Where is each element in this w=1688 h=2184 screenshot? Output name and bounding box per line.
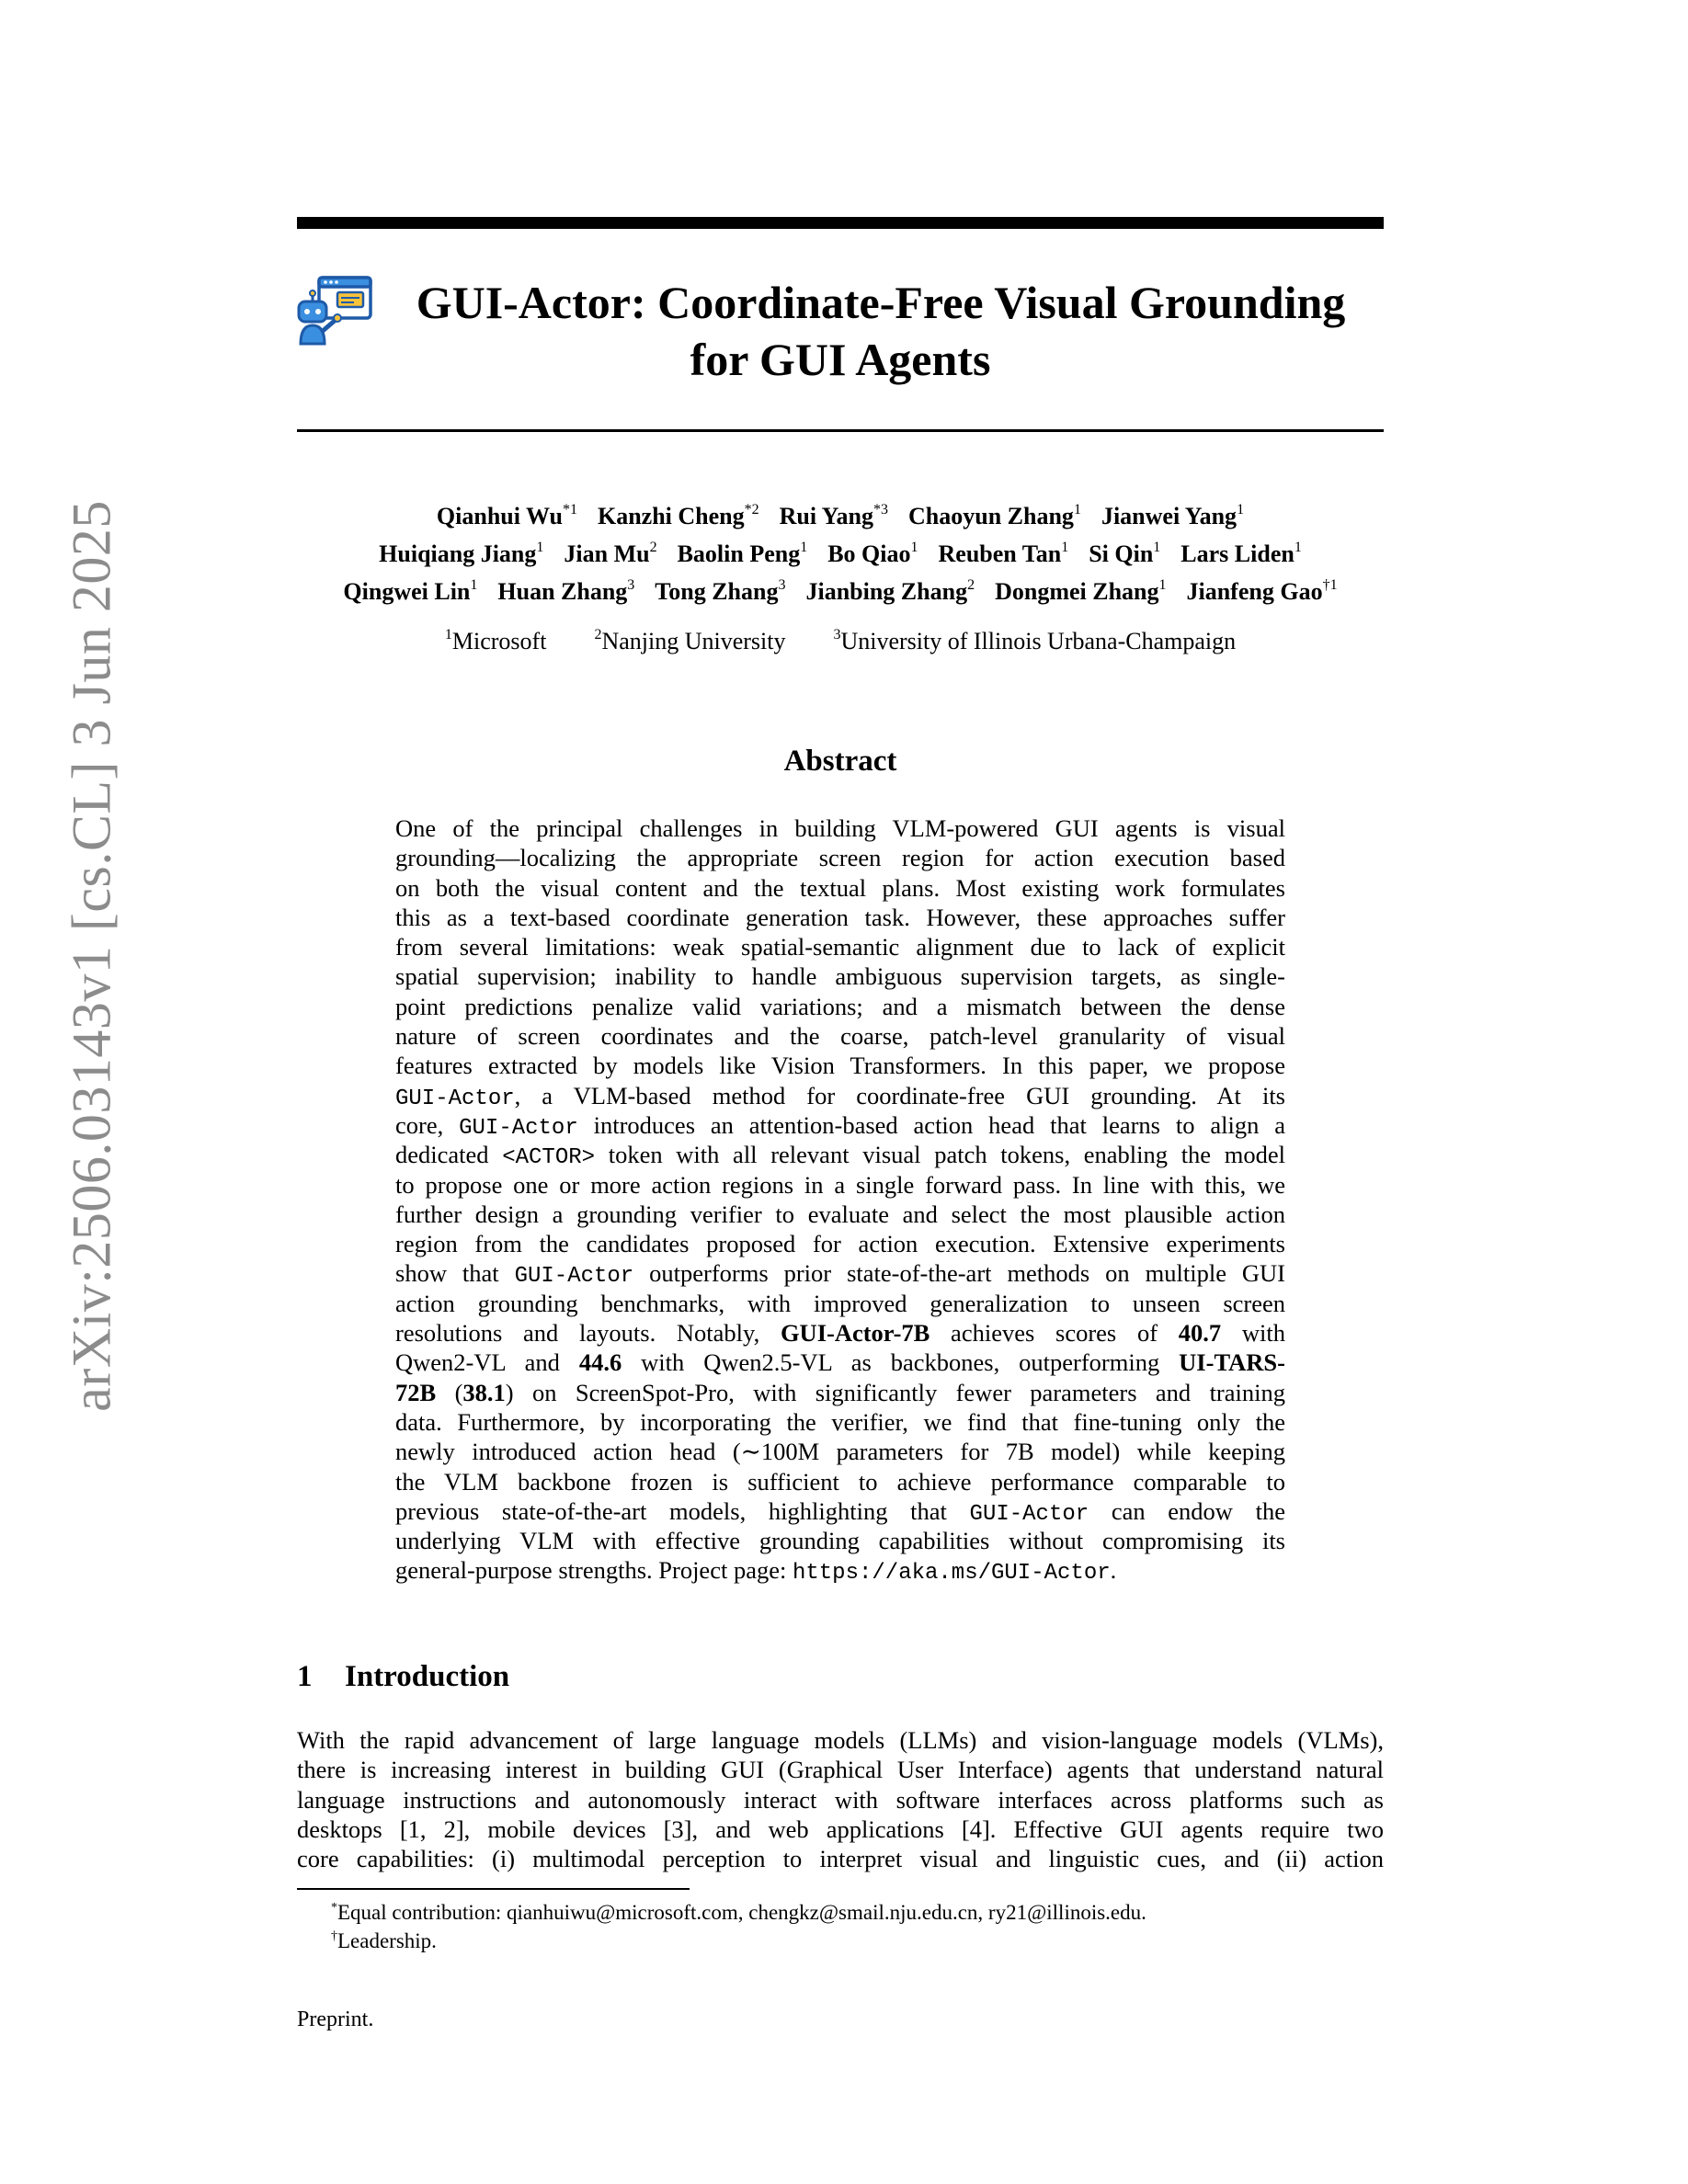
abstract-line <box>395 1110 1285 1140</box>
abstract-text: show that <box>395 1259 515 1288</box>
abstract-line <box>395 992 1285 1021</box>
abstract-text: ) on ScreenSpot-Pro, with significantly fewer parameters and training <box>505 1378 1285 1406</box>
affiliation-name: Microsoft <box>451 628 547 654</box>
author-affiliation-mark: *1 <box>563 502 577 518</box>
abstract-line <box>395 1555 1285 1585</box>
footnote-mark: † <box>331 1929 337 1943</box>
abstract-text: Qwen2-VL and <box>395 1348 579 1377</box>
author-name-text: Reuben Tan <box>938 540 1062 567</box>
author-name-text: Huiqiang Jiang <box>379 540 537 567</box>
abstract-text: , a VLM-based method for coordinate-free GUI grounding. At its <box>514 1081 1285 1109</box>
author-name <box>343 578 477 605</box>
author-name <box>908 503 1081 529</box>
author-affiliation-mark: 1 <box>1061 540 1069 555</box>
author-row-1 <box>297 501 1384 532</box>
affiliation-name: Nanjing University <box>601 628 786 654</box>
abstract-line <box>395 1378 1285 1407</box>
title-rule <box>297 429 1384 432</box>
author-affiliation-mark: †1 <box>1322 577 1338 593</box>
author-row-2 <box>297 539 1384 570</box>
abstract-code-text: GUI-Actor <box>395 1086 515 1111</box>
author-name-text: Chaoyun Zhang <box>908 503 1074 529</box>
author-name <box>805 578 975 605</box>
author-affiliation-mark: *2 <box>744 502 759 518</box>
author-affiliation-mark: 1 <box>800 540 808 555</box>
author-affiliation-mark: 1 <box>536 540 544 555</box>
abstract-code-text: https://aka.ms/GUI-Actor <box>792 1561 1111 1587</box>
title-line-2: for GUI Agents <box>690 334 991 385</box>
abstract-line <box>395 1437 1285 1466</box>
author-name <box>1187 578 1338 605</box>
author-name <box>437 503 577 529</box>
footnotes <box>331 1898 1146 1955</box>
abstract-line <box>395 1496 1285 1526</box>
affiliation <box>833 628 1236 654</box>
author-name <box>827 540 918 567</box>
author-name <box>1101 503 1244 529</box>
author-name-text: Dongmei Zhang <box>995 578 1159 605</box>
author-name-text: Jianfeng Gao <box>1186 578 1323 605</box>
abstract-line <box>395 1348 1285 1377</box>
author-affiliation-mark: 2 <box>649 540 657 555</box>
abstract-code-text: <ACTOR> <box>502 1145 596 1171</box>
section-number: 1 <box>297 1660 313 1693</box>
author-name <box>497 578 634 605</box>
abstract-line <box>395 1467 1285 1496</box>
abstract-line <box>395 1170 1285 1200</box>
abstract-line <box>395 1407 1285 1437</box>
abstract-line <box>395 961 1285 991</box>
affiliations <box>297 626 1384 657</box>
abstract-code-text: GUI-Actor <box>459 1115 578 1141</box>
abstract-line <box>395 1021 1285 1051</box>
abstract-text: action grounding benchmarks, with improved generalization to unseen screen <box>395 1289 1285 1317</box>
abstract-text: can endow the <box>1089 1496 1285 1525</box>
abstract-code-text: GUI-Actor <box>969 1501 1089 1527</box>
title-line-1 <box>297 274 1384 331</box>
author-affiliation-mark: 1 <box>910 540 918 555</box>
author-affiliation-mark: 1 <box>1158 577 1167 593</box>
affiliation <box>445 628 547 654</box>
section-title: Introduction <box>345 1660 510 1693</box>
abstract-bold-text: 38.1 <box>462 1378 506 1406</box>
author-name-text: Jianbing Zhang <box>805 578 968 605</box>
affiliation <box>594 628 785 654</box>
affiliation-name: University of Illinois Urbana-Champaign <box>840 628 1237 654</box>
author-row-3 <box>297 576 1384 608</box>
abstract-text: achieves scores of <box>930 1319 1179 1348</box>
abstract-text: token with all relevant visual patch tokens, enabling the model <box>595 1141 1285 1169</box>
author-name-text: Si Qin <box>1089 540 1154 567</box>
section-heading-introduction <box>297 1658 509 1695</box>
abstract-text: outperforms prior state-of-the-art methods on multiple GUI <box>633 1259 1285 1288</box>
author-name-text: Qianhui Wu <box>436 503 563 529</box>
author-name <box>995 578 1166 605</box>
abstract-line <box>395 843 1285 872</box>
abstract-text: One of the principal challenges in building VLM-powered GUI agents is visual <box>395 814 1285 842</box>
abstract-bold-text: GUI-Actor-7B <box>780 1319 930 1348</box>
author-name-text: Tong Zhang <box>655 578 779 605</box>
abstract-text: features extracted by models like Vision Transformers. In this paper, we propose <box>395 1052 1285 1080</box>
author-name-text: Kanzhi Cheng <box>598 503 745 529</box>
introduction-line: desktops [1, 2], mobile devices [3], and web applications [4]. Effective GUI agents require two <box>297 1814 1384 1843</box>
abstract-line <box>395 1318 1285 1348</box>
author-name <box>678 540 808 567</box>
affiliation-mark: 2 <box>594 627 602 643</box>
abstract-bold-text: UI-TARS- <box>1179 1348 1285 1377</box>
author-name-text: Lars Liden <box>1180 540 1295 567</box>
abstract-heading: Abstract <box>783 745 897 778</box>
author-affiliation-mark: 1 <box>470 577 478 593</box>
abstract-text: underlying VLM with effective grounding capabilities without compromising its <box>395 1527 1285 1555</box>
robot-at-screen-icon <box>295 274 374 346</box>
author-affiliation-mark: *3 <box>873 502 889 518</box>
abstract-body <box>395 813 1285 1586</box>
abstract-bold-text: 44.6 <box>578 1348 622 1377</box>
abstract-line <box>395 813 1285 843</box>
author-name-text: Huan Zhang <box>497 578 628 605</box>
abstract-line <box>395 1200 1285 1229</box>
abstract-text: . <box>1110 1556 1117 1585</box>
abstract-line <box>395 1258 1285 1288</box>
author-affiliation-mark: 1 <box>1153 540 1161 555</box>
author-name <box>780 503 888 529</box>
abstract-line <box>395 1140 1285 1169</box>
abstract-text: dedicated <box>395 1141 503 1169</box>
author-name-text: Bo Qiao <box>827 540 911 567</box>
abstract-text: the VLM backbone frozen is sufficient to achieve performance comparable to <box>395 1467 1285 1496</box>
affiliation-mark: 1 <box>444 627 452 643</box>
introduction-line: core capabilities: (i) multimodal perception to interpret visual and linguistic cues, and (ii) action <box>297 1845 1384 1873</box>
introduction-body <box>297 1725 1384 1873</box>
footnote-text: Leadership. <box>337 1929 437 1952</box>
abstract-text: this as a text-based coordinate generation task. However, these approaches suffer <box>395 903 1285 931</box>
author-name <box>564 540 656 567</box>
abstract-line <box>395 932 1285 961</box>
author-affiliation-mark: 1 <box>1237 502 1245 518</box>
author-name <box>1180 540 1302 567</box>
abstract-text: to propose one or more action regions in a single forward pass. In line with this, we <box>395 1170 1285 1199</box>
author-name-text: Rui Yang <box>779 503 874 529</box>
abstract-text: point predictions penalize valid variations; and a mismatch between the dense <box>395 992 1285 1020</box>
paper-title <box>297 274 1384 388</box>
author-affiliation-mark: 1 <box>1073 502 1081 518</box>
author-affiliation-mark: 2 <box>967 577 975 593</box>
title-text-1: GUI-Actor: Coordinate-Free Visual Grounding <box>416 277 1346 328</box>
author-name <box>379 540 543 567</box>
author-name <box>655 578 785 605</box>
abstract-text: introduces an attention-based action head that learns to align a <box>577 1110 1285 1139</box>
abstract-line <box>395 1081 1285 1110</box>
abstract-text: grounding—localizing the appropriate screen region for action execution based <box>395 844 1285 872</box>
abstract-bold-text: 72B <box>395 1378 437 1406</box>
abstract-text: nature of screen coordinates and the coarse, patch-level granularity of visual <box>395 1022 1285 1051</box>
abstract-text: resolutions and layouts. Notably, <box>395 1319 781 1348</box>
introduction-line: there is increasing interest in building GUI (Graphical User Interface) agents that understand natural <box>297 1756 1384 1784</box>
affiliation-mark: 3 <box>833 627 841 643</box>
abstract-line <box>395 1051 1285 1080</box>
abstract-text: from several limitations: weak spatial-semantic alignment due to lack of explicit <box>395 933 1285 961</box>
author-affiliation-mark: 3 <box>778 577 786 593</box>
introduction-line: language instructions and autonomously interact with software interfaces across platforms such as <box>297 1785 1384 1814</box>
abstract-text: with Qwen2.5-VL as backbones, outperforming <box>622 1348 1180 1377</box>
footnote-text: Equal contribution: qianhuiwu@microsoft.com, chengkz@smail.nju.edu.cn, ry21@illinois.edu. <box>337 1901 1146 1924</box>
footnote <box>331 1898 1146 1927</box>
footnote <box>331 1927 1146 1955</box>
footnote-rule <box>297 1888 690 1890</box>
abstract-text: general-purpose strengths. Project page: <box>395 1556 793 1585</box>
author-name <box>1089 540 1160 567</box>
author-affiliation-mark: 1 <box>1294 540 1302 555</box>
author-name-text: Jian Mu <box>564 540 650 567</box>
abstract-text: further design a grounding verifier to evaluate and select the most plausible action <box>395 1200 1285 1228</box>
abstract-text: on both the visual content and the textual plans. Most existing work formulates <box>395 873 1285 902</box>
arxiv-stamp: arXiv:2506.03143v1 [cs.CL] 3 Jun 2025 <box>61 500 122 1412</box>
abstract-line <box>395 873 1285 903</box>
abstract-line <box>395 1289 1285 1318</box>
abstract-bold-text: 40.7 <box>1178 1319 1222 1348</box>
author-name-text: Qingwei Lin <box>343 578 471 605</box>
abstract-text: ( <box>436 1378 463 1406</box>
author-affiliation-mark: 3 <box>627 577 635 593</box>
abstract-line <box>395 1526 1285 1555</box>
abstract-text: core, <box>395 1110 460 1139</box>
author-name <box>598 503 759 529</box>
author-name <box>939 540 1069 567</box>
author-name-text: Jianwei Yang <box>1101 503 1237 529</box>
abstract-text: region from the candidates proposed for action execution. Extensive experiments <box>395 1230 1285 1258</box>
abstract-text: spatial supervision; inability to handle ambiguous supervision targets, as single- <box>395 962 1285 991</box>
abstract-line <box>395 903 1285 932</box>
abstract-text: previous state-of-the-art models, highlighting that <box>395 1496 970 1525</box>
abstract-text: data. Furthermore, by incorporating the verifier, we find that fine-tuning only the <box>395 1407 1285 1436</box>
preprint-label: Preprint. <box>297 2008 374 2031</box>
top-rule <box>297 217 1384 229</box>
abstract-text: newly introduced action head (∼100M parameters for 7B model) while keeping <box>395 1438 1285 1466</box>
abstract-line <box>395 1229 1285 1258</box>
abstract-text: with <box>1221 1319 1285 1348</box>
author-name-text: Baolin Peng <box>677 540 801 567</box>
abstract-code-text: GUI-Actor <box>514 1264 634 1290</box>
introduction-line: With the rapid advancement of large language models (LLMs) and vision-language models (VLMs), <box>297 1726 1384 1754</box>
footnote-mark: * <box>331 1901 337 1915</box>
